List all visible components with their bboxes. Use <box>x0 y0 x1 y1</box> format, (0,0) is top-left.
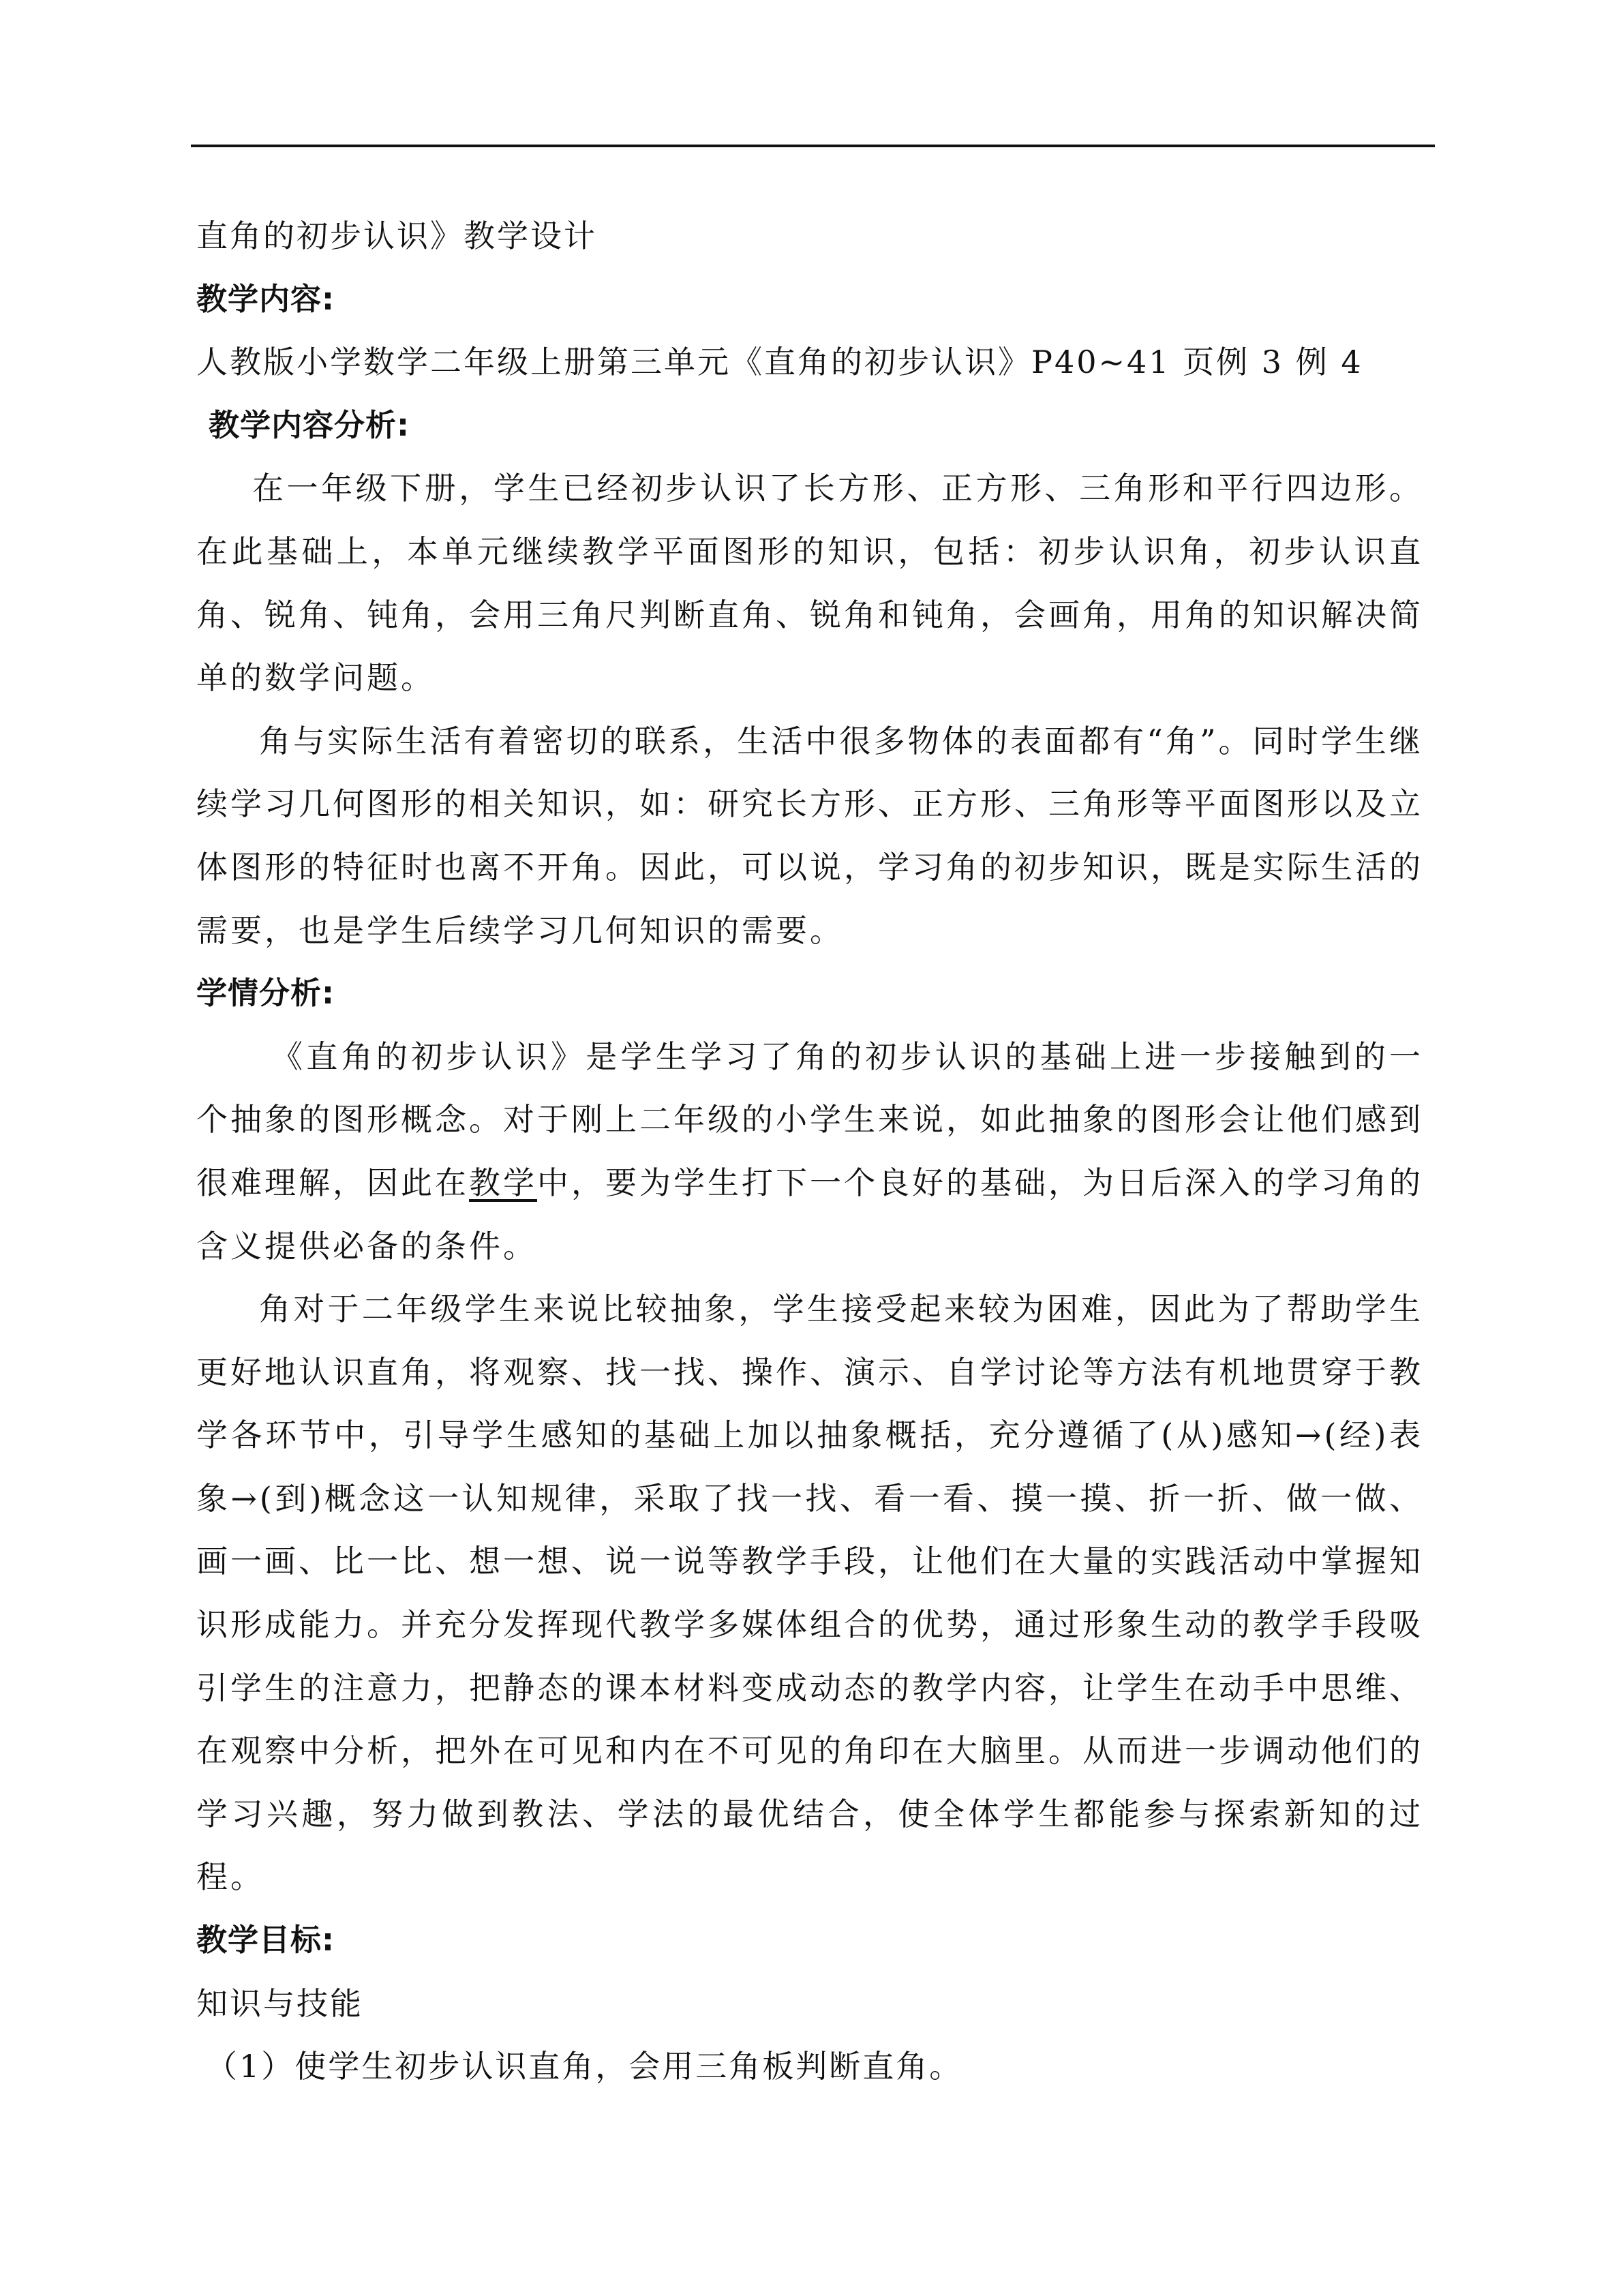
analysis-paragraph-2: 角与实际生活有着密切的联系，生活中很多物体的表面都有“角”。同时学生继续学习几何图形的相关知识，如：研究长方形、正方形、三角形等平面图形以及立体图形的特征时也离不开角。因此，可以说，学习角的初步知识，既是实际生活的需要，也是学生后续学习几何知识的需要。 <box>196 722 1423 949</box>
learner-paragraph-1 <box>196 1025 1423 1278</box>
teaching-link[interactable]: 教学 <box>469 1164 537 1201</box>
heading-learner-analysis: 学情分析: <box>196 975 335 1012</box>
heading-teaching-content: 教学内容: <box>196 280 335 317</box>
goals-subheading: 知识与技能 <box>196 1984 363 2022</box>
heading-content-analysis: 教学内容分析: <box>209 406 410 443</box>
heading-teaching-goals: 教学目标: <box>196 1922 335 1959</box>
document-title: 直角的初步认识》教学设计 <box>196 217 597 254</box>
goal-item-1: （1）使学生初步认识直角，会用三角板判断直角。 <box>206 2048 963 2085</box>
learner-p1-before: 《直角的初步认识》是学生学习了角的初步认识的基础上进一步接触到的一个抽象的图形概念。对于刚上二年级的小学生来说，如此抽象的图形会让他们感到很难理解，因此在 <box>196 1038 1423 1201</box>
header-divider <box>191 145 1435 147</box>
teaching-content-text: 人教版小学数学二年级上册第三单元《直角的初步认识》P40~41 页例 3 例 4 <box>196 344 1363 381</box>
document-body <box>196 205 1423 2098</box>
learner-p1-after: 中，要为学生打下一个良好的基础，为日后深入的学习角的含义提供必备的条件。 <box>196 1164 1423 1265</box>
analysis-paragraph-1: 在一年级下册，学生已经初步认识了长方形、正方形、三角形和平行四边形。在此基础上，本单元继续教学平面图形的知识，包括：初步认识角，初步认识直角、锐角、钝角，会用三角尺判断直角、锐角和钝角，会画角，用角的知识解决简单的数学问题。 <box>196 470 1423 697</box>
learner-paragraph-2: 角对于二年级学生来说比较抽象，学生接受起来较为困难，因此为了帮助学生更好地认识直角，将观察、找一找、操作、演示、自学讨论等方法有机地贯穿于教学各环节中，引导学生感知的基础上加以抽象概括，充分遵循了(从)感知→(经)表象→(到)概念这一认知规律，采取了找一找、看一看、摸一摸、折一折、做一做、画一画、比一比、想一想、说一说等教学手段，让他们在大量的实践活动中掌握知识形成能力。并充分发挥现代教学多媒体组合的优势，通过形象生动的教学手段吸引学生的注意力，把静态的课本材料变成动态的教学内容，让学生在动手中思维、在观察中分析，把外在可见和内在不可见的角印在大脑里。从而进一步调动他们的学习兴趣，努力做到教法、学法的最优结合，使全体学生都能参与探索新知的过程。 <box>196 1290 1423 1896</box>
